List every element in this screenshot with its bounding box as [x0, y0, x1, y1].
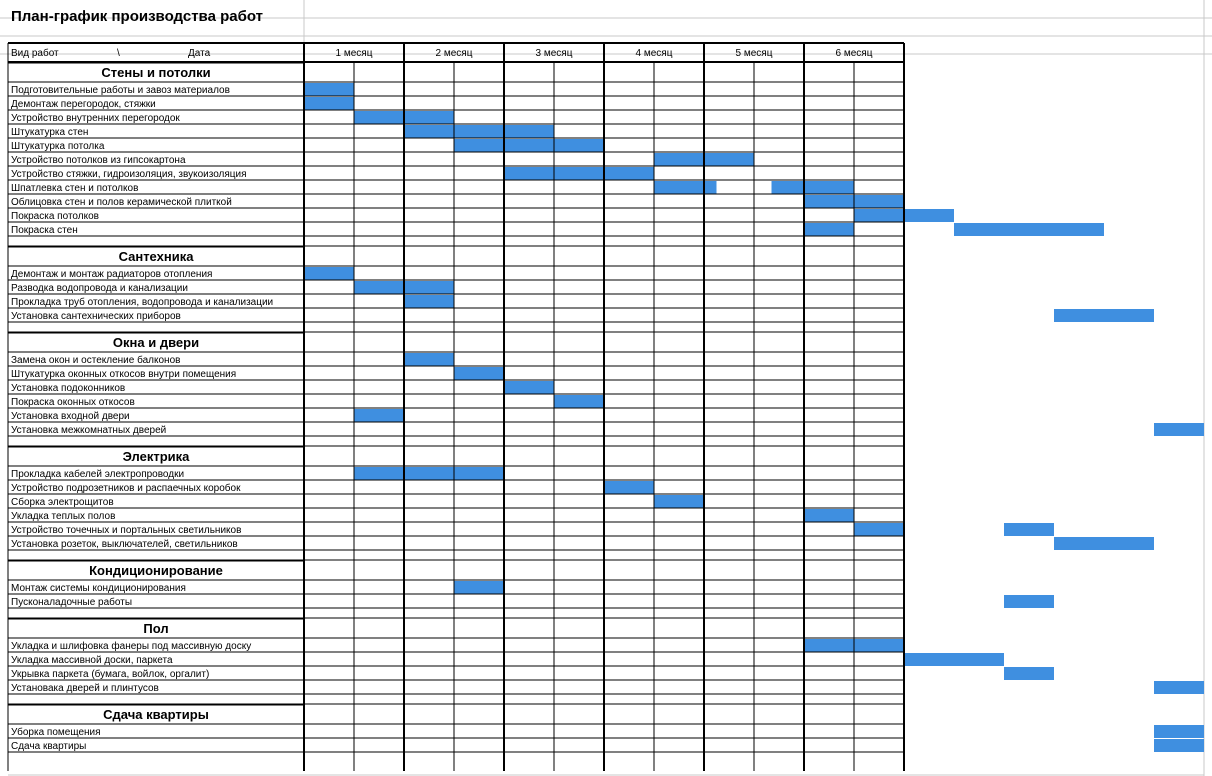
task-bar: [404, 125, 554, 138]
section-title: Стены и потолки: [101, 65, 211, 80]
task-label: Укладка и шлифовка фанеры под массивную доску: [11, 641, 252, 652]
month-label: 1 месяц: [335, 48, 373, 59]
section-title: Пол: [143, 621, 169, 636]
task-bar: [454, 139, 604, 152]
task-bar: [654, 181, 717, 194]
section-title: Кондиционирование: [89, 563, 223, 578]
task-bar: [854, 523, 904, 536]
chart-title: План-график производства работ: [11, 8, 263, 25]
task-label: Покраска потолков: [11, 211, 99, 222]
task-bar: [954, 223, 1104, 236]
task-label: Установка подоконников: [11, 383, 126, 394]
header-separator: \: [117, 48, 120, 59]
task-label: Устройство потолков из гипсокартона: [11, 155, 186, 166]
task-label: Штукатурка оконных откосов внутри помещения: [11, 369, 237, 380]
task-bar: [604, 481, 654, 494]
task-bar: [1154, 725, 1204, 738]
month-label: 3 месяц: [535, 48, 573, 59]
task-label: Монтаж системы кондиционирования: [11, 583, 186, 594]
month-label: 4 месяц: [635, 48, 673, 59]
task-bar: [454, 581, 504, 594]
task-label: Устройство подрозетников и распаечных коробок: [11, 483, 241, 494]
section-title: Сдача квартиры: [103, 707, 209, 722]
task-bar: [1154, 681, 1204, 694]
task-bar: [404, 353, 454, 366]
task-bar: [1054, 537, 1154, 550]
task-label: Сборка электрощитов: [11, 497, 114, 508]
task-label: Прокладка труб отопления, водопровода и канализации: [11, 297, 274, 308]
task-bar: [804, 509, 854, 522]
task-bar: [554, 395, 604, 408]
task-bar: [304, 97, 354, 110]
task-label: Установка входной двери: [11, 411, 130, 422]
task-label: Облицовка стен и полов керамической плиткой: [11, 197, 232, 208]
task-label: Установка межкомнатных дверей: [11, 425, 167, 436]
task-bar: [504, 167, 654, 180]
task-bar: [654, 495, 704, 508]
task-label: Устанoвака дверей и плинтусов: [11, 683, 159, 694]
task-label: Подготовительные работы и завоз материалов: [11, 85, 230, 96]
task-bar: [404, 295, 454, 308]
task-label: Разводка водопровода и канализации: [11, 283, 188, 294]
task-label: Укладка теплых полов: [11, 511, 116, 522]
task-label: Сдача квартиры: [11, 741, 87, 752]
section-title: Электрика: [122, 449, 190, 464]
task-bar: [504, 381, 554, 394]
task-bar: [1154, 739, 1204, 752]
task-label: Штукатурка потолка: [11, 141, 105, 152]
header-date-label: Дата: [188, 48, 211, 59]
task-label: Пусконаладочные работы: [11, 597, 133, 608]
task-bar: [772, 181, 855, 194]
task-bar: [1004, 595, 1054, 608]
task-label: Установка сантехнических приборов: [11, 311, 181, 322]
section-title: Сантехника: [118, 249, 194, 264]
month-label: 2 месяц: [435, 48, 473, 59]
task-label: Устройство стяжки, гидроизоляция, звукоизоляция: [11, 169, 247, 180]
task-label: Шпатлевка стен и потолков: [11, 183, 139, 194]
task-bar: [904, 653, 1004, 666]
task-bar: [1054, 309, 1154, 322]
task-bar: [1004, 523, 1054, 536]
task-label: Устройство внутренних перегородок: [11, 113, 180, 124]
task-label: Установка розеток, выключателей, светильников: [11, 539, 238, 550]
task-label: Прокладка кабелей электропроводки: [11, 469, 185, 480]
task-label: Штукатурка стен: [11, 127, 89, 138]
task-label: Укрывка паркета (бумага, войлок, оргалит): [11, 669, 210, 680]
task-bar: [354, 409, 404, 422]
task-label: Покраска стен: [11, 225, 78, 236]
task-label: Укладка массивной доски, паркета: [11, 655, 173, 666]
task-bar: [1154, 423, 1204, 436]
task-bar: [304, 267, 354, 280]
task-label: Уборка помещения: [11, 727, 101, 738]
month-label: 6 месяц: [835, 48, 873, 59]
task-bar: [454, 367, 504, 380]
task-bar: [1004, 667, 1054, 680]
task-label: Демонтаж перегородок, стяжки: [11, 99, 156, 110]
task-label: Демонтаж и монтаж радиаторов отопления: [11, 269, 213, 280]
month-label: 5 месяц: [735, 48, 773, 59]
section-title: Окна и двери: [112, 335, 200, 350]
task-bar: [354, 467, 504, 480]
task-bar: [804, 223, 854, 236]
task-label: Покраска оконных откосов: [11, 397, 135, 408]
task-label: Замена окон и остекление балконов: [11, 355, 181, 366]
task-label: Устройство точечных и портальных светильников: [11, 525, 242, 536]
task-bar: [304, 83, 354, 96]
header-work-label: Вид работ: [11, 48, 59, 59]
